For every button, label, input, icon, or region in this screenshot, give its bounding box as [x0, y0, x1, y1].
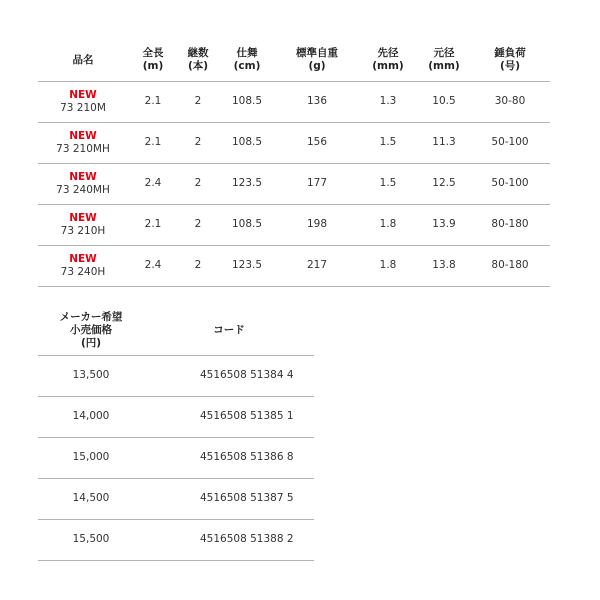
model-name: 73 240H — [60, 265, 106, 278]
price-cell: 14,500 — [72, 492, 110, 504]
header-tip-diameter: 先径 (mm) — [372, 47, 404, 73]
header-sinker-load: 錘負荷 (号) — [494, 47, 526, 73]
tip-diameter-cell: 1.8 — [379, 218, 397, 230]
butt-diameter-cell: 11.3 — [432, 136, 456, 148]
header-pieces: 継数 (本) — [187, 47, 209, 73]
price-cell: 15,500 — [72, 533, 110, 545]
code-cell: 4516508 51388 2 — [200, 533, 294, 545]
new-badge: NEW — [69, 170, 97, 183]
product-cell — [38, 122, 128, 163]
table-row — [38, 204, 550, 245]
length-cell: 2.1 — [144, 136, 162, 148]
table-row — [38, 355, 314, 396]
price-header-row — [38, 306, 314, 355]
pieces-cell: 2 — [194, 259, 202, 271]
table-row — [38, 163, 550, 204]
model-name: 73 210H — [60, 224, 106, 237]
length-cell: 2.1 — [144, 218, 162, 230]
header-weight: 標準自重 (g) — [296, 47, 338, 73]
butt-diameter-cell: 13.8 — [432, 259, 456, 271]
table-row — [38, 519, 314, 560]
pieces-cell: 2 — [194, 177, 202, 189]
pieces-cell: 2 — [194, 218, 202, 230]
header-length: 全長 (m) — [142, 47, 164, 73]
tip-diameter-cell: 1.5 — [379, 177, 397, 189]
length-cell: 2.1 — [144, 95, 162, 107]
header-butt-diameter: 元径 (mm) — [428, 47, 460, 73]
product-cell — [38, 204, 128, 245]
length-cell: 2.4 — [144, 259, 162, 271]
model-name: 73 240MH — [56, 183, 110, 196]
sinker-load-cell: 30-80 — [494, 95, 526, 107]
code-cell: 4516508 51385 1 — [200, 410, 294, 422]
closed-length-cell: 123.5 — [231, 177, 263, 189]
price-table — [38, 306, 314, 561]
new-badge: NEW — [69, 252, 97, 265]
weight-cell: 156 — [306, 136, 328, 148]
tip-diameter-cell: 1.3 — [379, 95, 397, 107]
new-badge: NEW — [69, 88, 97, 101]
header-closed-length: 仕舞 (cm) — [233, 47, 261, 73]
table-row — [38, 81, 550, 122]
tip-diameter-cell: 1.8 — [379, 259, 397, 271]
header-product-name: 品名 — [72, 53, 94, 66]
model-name: 73 210M — [60, 101, 106, 114]
product-cell — [38, 163, 128, 204]
model-name: 73 210MH — [56, 142, 110, 155]
spec-table — [38, 40, 550, 287]
weight-cell: 198 — [306, 218, 328, 230]
weight-cell: 177 — [306, 177, 328, 189]
tip-diameter-cell: 1.5 — [379, 136, 397, 148]
product-cell — [38, 81, 128, 122]
sinker-load-cell: 80-180 — [491, 218, 529, 230]
table-row — [38, 478, 314, 519]
table-row — [38, 396, 314, 437]
pieces-cell: 2 — [194, 136, 202, 148]
closed-length-cell: 108.5 — [231, 136, 263, 148]
table-row — [38, 245, 550, 286]
price-cell: 13,500 — [72, 369, 110, 381]
sinker-load-cell: 50-100 — [491, 136, 529, 148]
sinker-load-cell: 80-180 — [491, 259, 529, 271]
table-row — [38, 437, 314, 478]
new-badge: NEW — [69, 211, 97, 224]
code-cell: 4516508 51386 8 — [200, 451, 294, 463]
price-cell: 14,000 — [72, 410, 110, 422]
closed-length-cell: 108.5 — [231, 218, 263, 230]
code-cell: 4516508 51384 4 — [200, 369, 294, 381]
spec-header-row — [38, 40, 550, 81]
table-row — [38, 122, 550, 163]
closed-length-cell: 108.5 — [231, 95, 263, 107]
butt-diameter-cell: 12.5 — [432, 177, 456, 189]
weight-cell: 217 — [306, 259, 328, 271]
price-cell: 15,000 — [72, 451, 110, 463]
sinker-load-cell: 50-100 — [491, 177, 529, 189]
butt-diameter-cell: 13.9 — [432, 218, 456, 230]
closed-length-cell: 123.5 — [231, 259, 263, 271]
product-cell — [38, 245, 128, 286]
header-code: コード — [213, 323, 245, 336]
header-retail-price: メーカー希望 小売価格 (円) — [59, 310, 123, 349]
new-badge: NEW — [69, 129, 97, 142]
butt-diameter-cell: 10.5 — [432, 95, 456, 107]
code-cell: 4516508 51387 5 — [200, 492, 294, 504]
length-cell: 2.4 — [144, 177, 162, 189]
weight-cell: 136 — [306, 95, 328, 107]
pieces-cell: 2 — [194, 95, 202, 107]
